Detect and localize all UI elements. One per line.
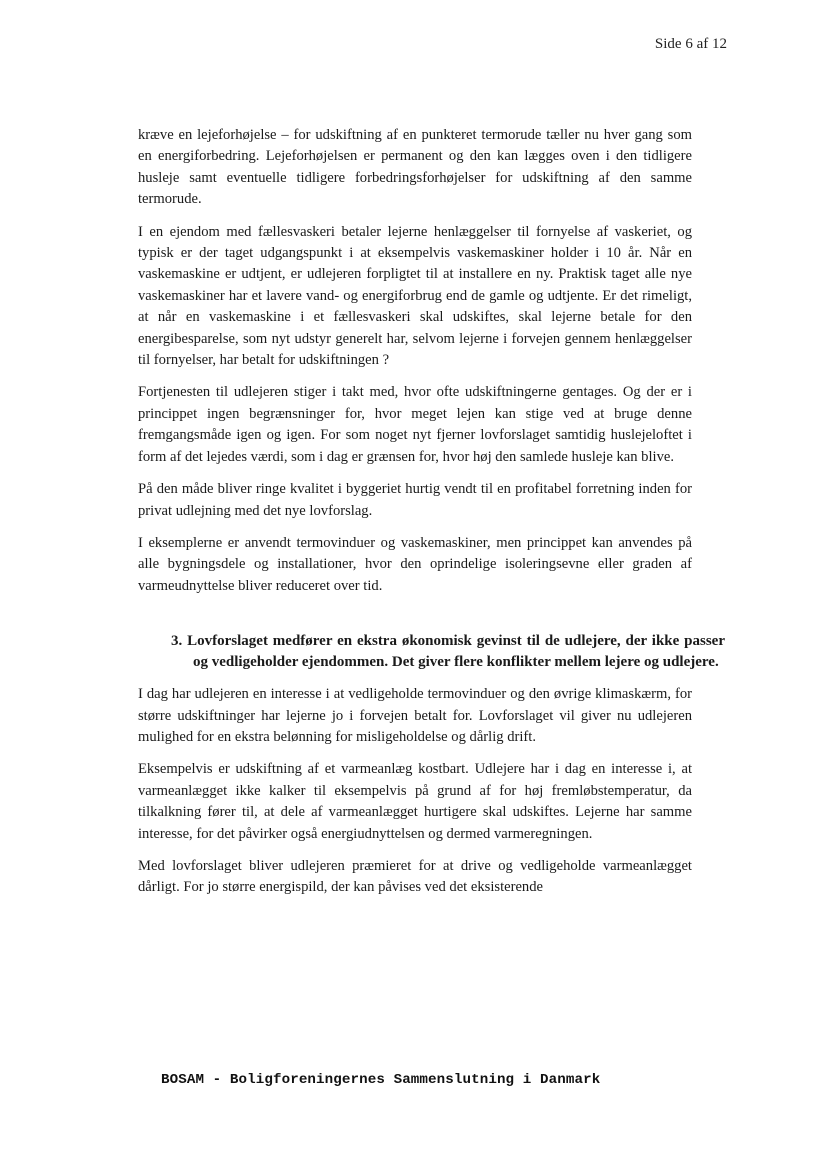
paragraph: Med lovforslaget bliver udlejeren præmieret for at drive og vedligeholde varmeanlægget dårligt. For jo større energispild, der kan påvises ved det eksisterende [138, 857, 692, 896]
page-number: Side 6 af 12 [654, 36, 727, 52]
section-heading: 3. Lovforslaget medfører en ekstra økonomisk gevinst til de udlejere, der ikke passer og vedligeholder ejendommen. Det giver flere konflikter mellem lejere og udlejere. [171, 633, 725, 671]
document-body [138, 125, 725, 910]
paragraph: I eksemplerne er anvendt termovinduer og vaskemaskiner, men princippet kan anvendes på alle bygningsdele og installationer, hvor den oprindelige isoleringsevne eller graden af varmeudnyttelse bliver reduceret over tid. [138, 534, 692, 594]
paragraph: I en ejendom med fællesvaskeri betaler lejerne henlæggelser til fornyelse af vaskeriet, og typisk er der taget udgangspunkt i at eksempelvis vaskemaskiner holder i 10 år. Når en vaskemaskine er udtjent, er udlejeren forpligtet til at installere en ny. Praktisk taget alle nye vaskemaskiner har et lavere vand- og energiforbrug end de gamle og udtjente. Er det rimeligt, at når en vaskemaskine i et fællesvaskeri skal udskiftes, skal lejerne betale for den energibesparelse, som nyt udstyr generelt har, selvom lejerne i forvejen gennem henlæggelser til fornyelser, har betalt for udskiftningen ? [138, 223, 692, 369]
paragraph: På den måde bliver ringe kvalitet i byggeriet hurtig vendt til en profitabel forretning inden for privat udlejning med det nye lovforslag. [138, 481, 692, 519]
footer-text: BOSAM - Boligforeningernes Sammenslutning i Danmark [161, 1072, 601, 1088]
paragraph: Eksempelvis er udskiftning af et varmeanlæg kostbart. Udlejere har i dag en interesse i, at varmeanlægget ikke kalker til eksempelvis på grund af for høj fremløbstemperatur, da tilkalkning fører til, at dele af varmeanlægget hurtigere skal udskiftes. Lejerne har samme interesse, for det påvirker også energiudnyttelsen og dermed varmeregningen. [138, 761, 692, 842]
paragraph: kræve en lejeforhøjelse – for udskiftning af en punkteret termorude tæller nu hver gang som en energiforbedring. Lejeforhøjelsen er permanent og den kan lægges oven i den tidligere husleje samt eventuelle tidligere forbedringsforhøjelser for udskiftning af den samme termorude. [138, 127, 692, 208]
paragraph: Fortjenesten til udlejeren stiger i takt med, hvor ofte udskiftningerne gentages. Og der er i princippet ingen begrænsninger for, hvor meget lejen kan stige ved at bruge denne fremgangsmåde igen og igen. For som noget nyt fjerner lovforslaget samtidig huslejeloftet i form af det lejedes værdi, som i dag er grænsen for, hvor høj den samlede husleje kan blive. [138, 384, 692, 465]
paragraph: I dag har udlejeren en interesse i at vedligeholde termovinduer og den øvrige klimaskærm, for større udskiftninger har lejerne jo i forvejen betalt for. Lovforslaget vil giver nu udlejeren mulighed for en ekstra belønning for misligeholdelse og dårlig drift. [138, 686, 692, 745]
